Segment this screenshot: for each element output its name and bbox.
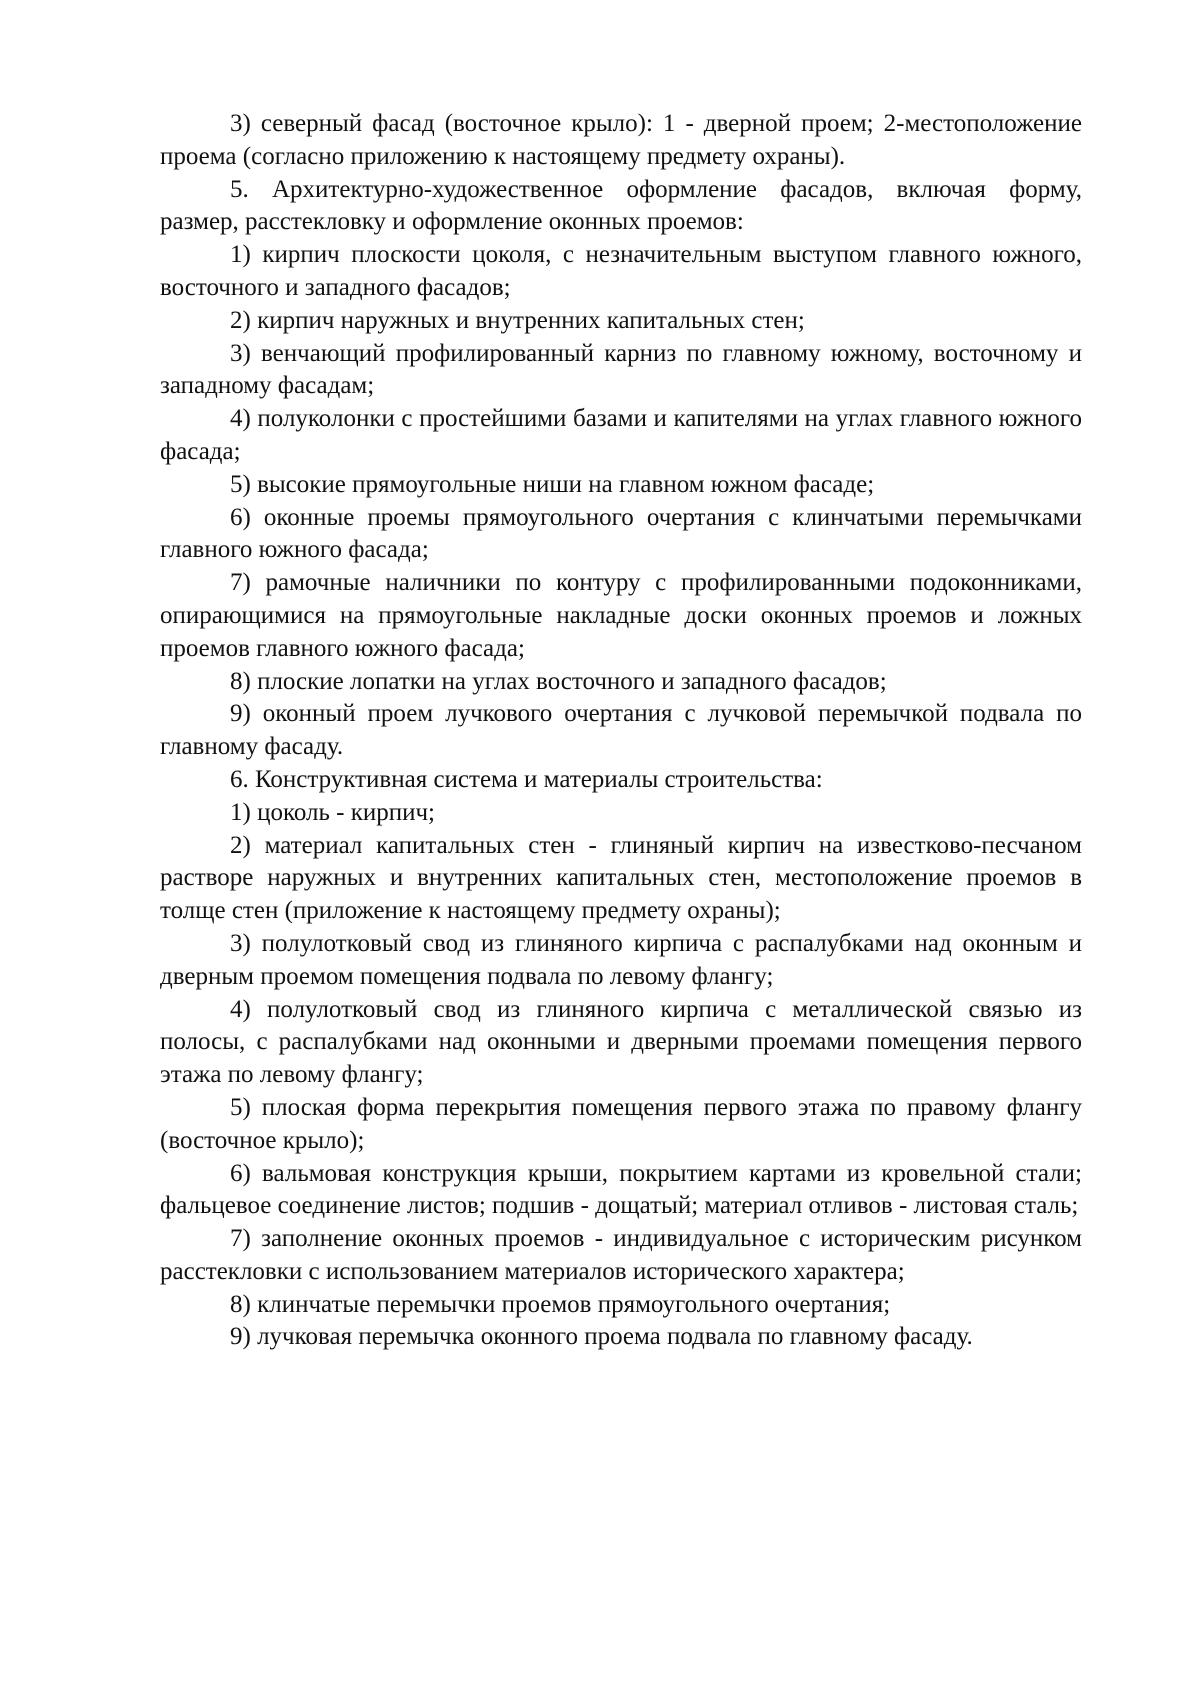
list-item: 8) плоские лопатки на углах восточного и западного фасадов; bbox=[230, 667, 887, 695]
list-item: 5) плоская форма перекрытия помещения первого этажа по правому флангу (восточное крыло); bbox=[160, 1093, 1082, 1154]
document-page bbox=[160, 108, 1082, 1354]
list-item: 4) полулотковый свод из глиняного кирпича с металлической связью из полосы, с распалубками над оконными и дверными проемами помещения первого этажа по левому флангу; bbox=[160, 995, 1082, 1089]
list-item: 3) полулотковый свод из глиняного кирпича с распалубками над оконным и дверным проемом помещения подвала по левому флангу; bbox=[160, 929, 1082, 990]
list-item: 2) кирпич наружных и внутренних капитальных стен; bbox=[230, 306, 805, 334]
list-item: 2) материал капитальных стен - глиняный кирпич на известково-песчаном растворе наружных и внутренних капитальных стен, местоположение проемов в толще стен (приложение к настоящему предмету охраны); bbox=[160, 831, 1082, 925]
list-item: 6) оконные проемы прямоугольного очертания с клинчатыми перемычками главного южного фасада; bbox=[160, 503, 1082, 564]
section-6-heading: 6. Конструктивная система и материалы строительства: bbox=[230, 765, 823, 793]
list-item: 8) клинчатые перемычки проемов прямоугольного очертания; bbox=[230, 1290, 891, 1318]
list-item: 7) рамочные наличники по контуру с профилированными подоконниками, опирающимися на прямоугольные накладные доски оконных проемов и ложных проемов главного южного фасада; bbox=[160, 569, 1082, 662]
list-item: 5) высокие прямоугольные ниши на главном южном фасаде; bbox=[230, 470, 875, 498]
list-item: 3) венчающий профилированный карниз по главному южному, восточному и западному фасадам; bbox=[160, 339, 1082, 400]
section-5-heading: 5. Архитектурно-художественное оформление фасадов, включая форму, размер, расстекловку и оформление оконных проемов: bbox=[160, 175, 1082, 236]
paragraph-north-facade: 3) северный фасад (восточное крыло): 1 - дверной проем; 2-местоположение проема (согласно приложению к настоящему предмету охраны). bbox=[160, 110, 1082, 170]
list-item: 9) лучковая перемычка оконного проема подвала по главному фасаду. bbox=[230, 1323, 973, 1351]
list-item: 9) оконный проем лучкового очертания с лучковой перемычкой подвала по главному фасаду. bbox=[160, 700, 1082, 761]
list-item: 6) вальмовая конструкция крыши, покрытием картами из кровельной стали; фальцевое соединение листов; подшив - дощатый; материал отливов - листовая сталь; bbox=[160, 1159, 1082, 1220]
list-item: 1) кирпич плоскости цоколя, с незначительным выступом главного южного, восточного и западного фасадов; bbox=[160, 241, 1082, 301]
list-item: 1) цоколь - кирпич; bbox=[230, 798, 436, 826]
list-item: 4) полуколонки с простейшими базами и капителями на углах главного южного фасада; bbox=[160, 405, 1082, 465]
list-item: 7) заполнение оконных проемов - индивидуальное с историческим рисунком расстекловки с использованием материалов исторического характера; bbox=[160, 1225, 1082, 1285]
